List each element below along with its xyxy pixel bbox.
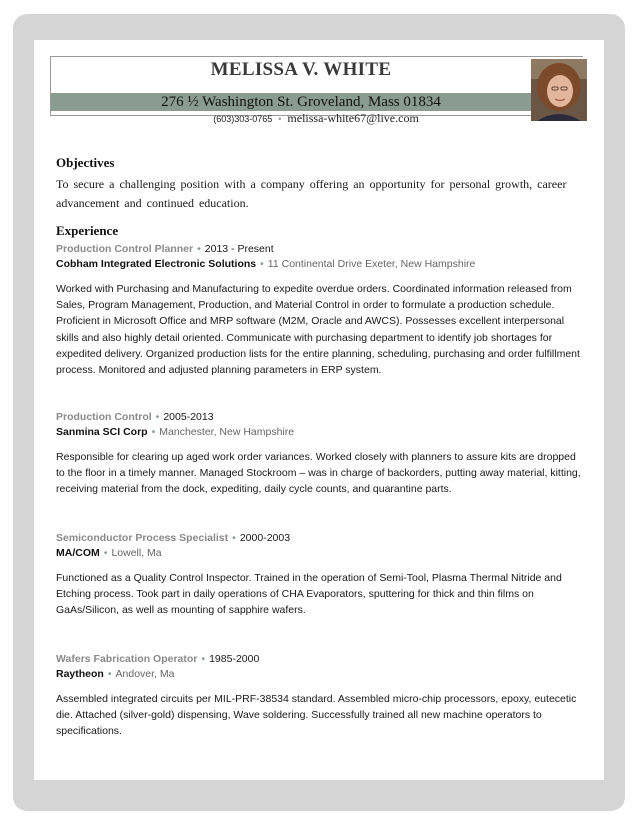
company-location: Manchester, New Hampshire <box>159 426 295 438</box>
job-dates: 2013 - Present <box>204 243 274 255</box>
job-dates: 2000-2003 <box>239 532 291 544</box>
company-location: Lowell, Ma <box>111 547 162 559</box>
company-line <box>56 257 581 272</box>
job-description: Functioned as a Quality Control Inspector. Trained in the operation of Semi-Tool, Plasma Thermal Nitride and Etching process. Took part in daily operations of CHA Evaporators, sputtering for thick and thin films on GaAs/Silicon, as well as mounting of sapphire wafers. <box>56 572 562 617</box>
company-name: Raytheon <box>56 668 104 680</box>
bullet-separator: • <box>260 258 264 270</box>
phone-number: (603)303-0765 <box>213 114 273 124</box>
objectives-heading: Objectives <box>56 155 115 170</box>
bullet-separator: • <box>107 668 112 680</box>
company-line <box>56 667 581 682</box>
job-dates: 2005-2013 <box>163 411 214 423</box>
contact-separator: • <box>278 114 282 124</box>
job-title-line <box>56 242 581 257</box>
job-entry <box>56 652 581 740</box>
job-title-line <box>56 652 581 667</box>
bullet-separator: • <box>197 243 201 255</box>
company-location: Andover, Ma <box>115 668 175 680</box>
job-title: Semiconductor Process Specialist <box>56 532 229 544</box>
experience-heading: Experience <box>56 223 119 238</box>
job-entry <box>56 531 581 619</box>
resume-header <box>50 56 583 116</box>
bullet-separator: • <box>232 532 236 544</box>
job-description: Worked with Purchasing and Manufacturing to expedite overdue orders. Coordinated information released from Sales, Program Management, Production, and Material Control in order to formulate a production schedule. Proficient in Microsoft Office and MRP software (M2M, Oracle and AWCS). Possesses excellent interpersonal skills and also highly detail oriented. Communicate with purchasing department to identify job shortages for expedited delivery. Organized production lists for the entire planning, scheduling, purchasing and order fulfillment process. Monitored and adjusted planning parameters in ERP system. <box>56 283 580 377</box>
bullet-separator: • <box>151 426 156 438</box>
bullet-separator: • <box>103 547 108 559</box>
bullet-separator: • <box>155 411 160 423</box>
job-title-line <box>56 410 581 425</box>
company-name: Sanmina SCI Corp <box>56 426 148 438</box>
company-line <box>56 546 581 561</box>
email-address[interactable]: melissa-white67@live.com <box>287 111 419 125</box>
job-dates: 1985-2000 <box>209 653 260 665</box>
company-name: Cobham Integrated Electronic Solutions <box>56 258 257 270</box>
candidate-name: MELISSA V. WHITE <box>210 59 392 80</box>
job-title: Wafers Fabrication Operator <box>56 653 198 665</box>
resume-page <box>34 40 604 780</box>
job-entry <box>56 410 581 498</box>
company-line <box>56 425 581 440</box>
job-description: Responsible for clearing up aged work order variances. Worked closely with planners to assure kits are dropped to the floor in a timely manner. Managed Stockroom – was in charge of backorders, putting away material, kitting, receiving material from the dock, expediting, daily cycle counts, and quarantine parts. <box>56 451 581 496</box>
contact-line <box>50 111 582 126</box>
job-title: Production Control Planner <box>56 243 194 255</box>
job-entry <box>56 242 581 378</box>
objectives-text: To secure a challenging position with a company offering an opportunity for personal growth, career advancement and continued education. <box>56 177 567 210</box>
company-name: MA/COM <box>56 547 100 559</box>
job-description: Assembled integrated circuits per MIL-PRF-38534 standard. Assembled micro-chip processors, epoxy, eutecetic die. Attached (silver-gold) dispensing, Wave soldering. Successfully trained all new machine operators to specifications. <box>56 693 577 738</box>
job-title-line <box>56 531 581 546</box>
candidate-address: 276 ½ Washington St. Groveland, Mass 01834 <box>161 94 441 110</box>
company-location: 11 Continental Drive Exeter, New Hampshire <box>267 258 476 270</box>
job-title: Production Control <box>56 411 152 423</box>
bullet-separator: • <box>201 653 206 665</box>
